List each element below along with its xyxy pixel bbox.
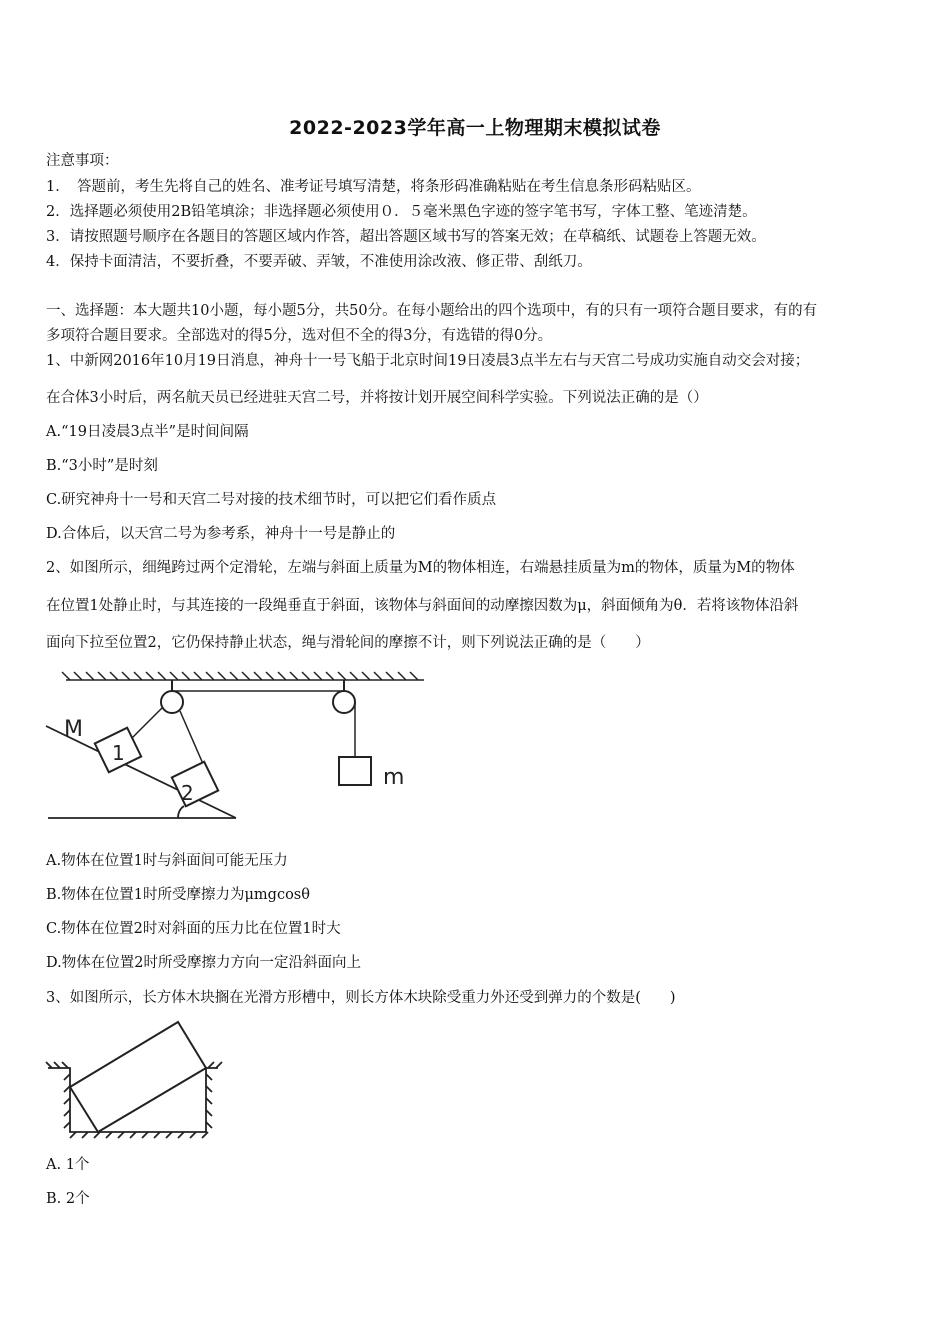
notice-item-1: 1． 答题前，考生先将自己的姓名、准考证号填写清楚，将条形码准确粘贴在考生信息条形码粘贴区。 — [46, 179, 701, 195]
q2-option-d: D.物体在位置2时所受摩擦力方向一定沿斜面向上 — [46, 955, 361, 971]
hanging-block-m — [339, 757, 371, 785]
q1-option-a: A.“19日凌晨3点半”是时间间隔 — [46, 424, 249, 440]
block-position-2 — [172, 762, 218, 807]
q2-option-a: A.物体在位置1时与斜面间可能无压力 — [46, 853, 288, 869]
q3-option-a: A. 1个 — [46, 1157, 90, 1173]
q2-option-b: B.物体在位置1时所受摩擦力为μmgcosθ — [46, 887, 310, 903]
pulley-left — [161, 680, 183, 713]
label-m: m — [383, 765, 405, 790]
label-M: M — [64, 717, 83, 742]
q3-stem: 3、如图所示，长方体木块搁在光滑方形槽中，则长方体木块除受重力外还受到弹力的个数是( ) — [46, 990, 676, 1006]
notice-heading: 注意事项： — [46, 153, 119, 169]
q2-option-c: C.物体在位置2时对斜面的压力比在位置1时大 — [46, 921, 341, 937]
pulley-right — [333, 680, 355, 713]
notice-item-3: 3．请按照题号顺序在各题目的答题区域内作答，超出答题区域书写的答案无效；在草稿纸、试题卷上答题无效。 — [46, 229, 766, 245]
q1-option-c: C.研究神舟十一号和天宫二号对接的技术细节时，可以把它们看作质点 — [46, 492, 497, 508]
q2-stem-line3: 面向下拉至位置2，它仍保持静止状态，绳与滑轮间的摩擦不计，则下列说法正确的是（ ） — [46, 635, 650, 651]
pulley-incline-figure — [40, 660, 440, 835]
label-1: 1 — [112, 741, 125, 765]
q1-option-b: B.“3小时”是时刻 — [46, 458, 158, 474]
notice-item-4: 4．保持卡面清洁，不要折叠，不要弄破、弄皱，不准使用涂改液、修正带、刮纸刀。 — [46, 254, 592, 270]
q1-stem-line2: 在合体3小时后，两名航天员已经进驻天宫二号，并将按计划开展空间科学实验。下列说法正确的是（） — [46, 390, 708, 406]
wooden-block — [70, 1022, 206, 1132]
box-in-groove-figure — [40, 1012, 230, 1142]
q2-stem-line1: 2、如图所示，细绳跨过两个定滑轮，左端与斜面上质量为M的物体相连，右端悬挂质量为m的物体，质量为M的物体 — [46, 560, 795, 576]
q1-option-d: D.合体后，以天宫二号为参考系，神舟十一号是静止的 — [46, 526, 396, 542]
section-instructions-line2: 多项符合题目要求。全部选对的得5分，选对但不全的得3分，有选错的得0分。 — [46, 328, 553, 344]
paper-title: 2022-2023学年高一上物理期末模拟试卷 — [289, 117, 661, 139]
q2-stem-line2: 在位置1处静止时，与其连接的一段绳垂直于斜面，该物体与斜面间的动摩擦因数为μ，斜面倾角为θ．若将该物体沿斜 — [46, 598, 799, 614]
section-instructions-line1: 一、选择题：本大题共10小题，每小题5分，共50分。在每小题给出的四个选项中，有的只有一项符合题目要求，有的有 — [46, 303, 818, 319]
notice-item-2: 2．选择题必须使用2B铅笔填涂；非选择题必须使用０．５毫米黑色字迹的签字笔书写，字体工整、笔迹清楚。 — [46, 204, 757, 220]
q1-stem-line1: 1、中新网2016年10月19日消息，神舟十一号飞船于北京时间19日凌晨3点半左右与天宫二号成功实施自动交会对接； — [46, 353, 810, 369]
label-2: 2 — [181, 781, 194, 805]
ceiling — [62, 672, 424, 680]
q3-option-b: B. 2个 — [46, 1191, 90, 1207]
